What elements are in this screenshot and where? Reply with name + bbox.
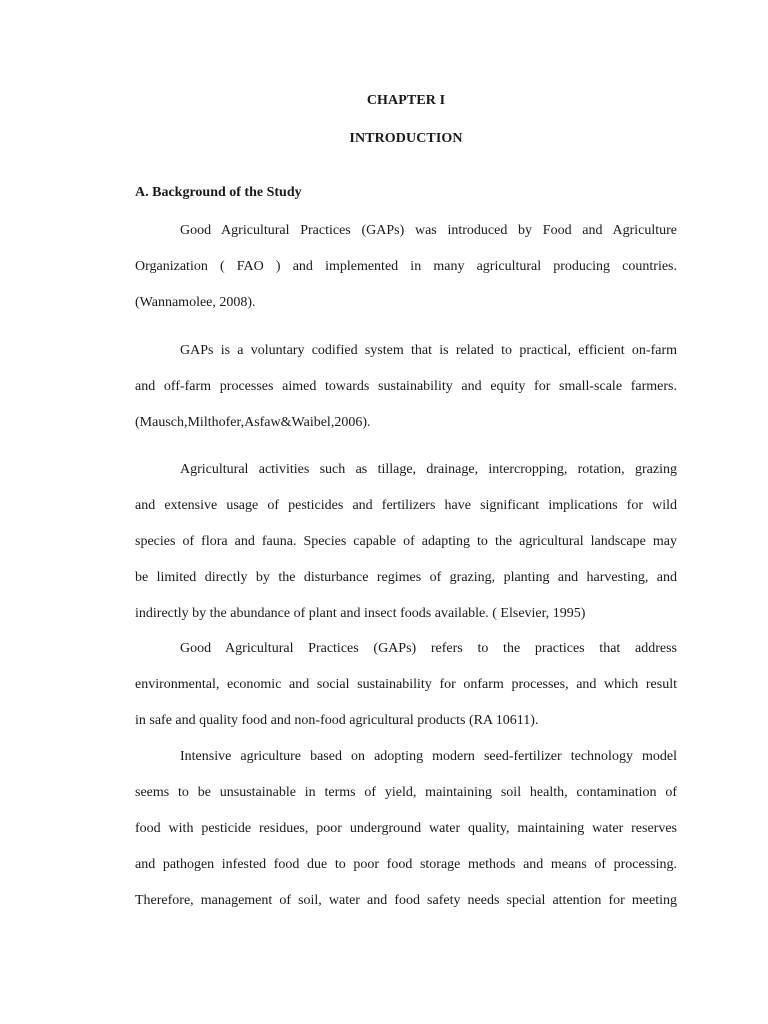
paragraph-line: (Wannamolee, 2008). — [135, 295, 256, 310]
paragraph-line: Intensive agriculture based on adopting modern seed-fertilizer technology model — [180, 749, 677, 764]
chapter-title: INTRODUCTION — [349, 131, 463, 146]
chapter-heading: CHAPTER I — [366, 93, 446, 108]
section-heading: A. Background of the Study — [135, 185, 302, 200]
paragraph-line: Good Agricultural Practices (GAPs) refers to the practices that address — [180, 641, 677, 656]
paragraph-line: Good Agricultural Practices (GAPs) was introduced by Food and Agriculture — [180, 223, 677, 238]
paragraph-line: and off-farm processes aimed towards sustainability and equity for small-scale farmers. — [135, 379, 677, 394]
paragraph-line: seems to be unsustainable in terms of yield, maintaining soil health, contamination of — [135, 785, 677, 800]
paragraph-3 — [135, 461, 677, 641]
paragraph-line: be limited directly by the disturbance regimes of grazing, planting and harvesting, and — [135, 570, 677, 585]
paragraph-2 — [135, 342, 677, 450]
paragraph-line: food with pesticide residues, poor underground water quality, maintaining water reserves — [135, 821, 677, 836]
paragraph-5 — [135, 748, 677, 928]
paragraph-line: and extensive usage of pesticides and fertilizers have significant implications for wild — [135, 498, 677, 513]
paragraph-line: Therefore, management of soil, water and food safety needs special attention for meeting — [135, 893, 677, 908]
paragraph-line: in safe and quality food and non-food agricultural products (RA 10611). — [135, 713, 539, 728]
paragraph-1 — [135, 222, 677, 330]
paragraph-line: Organization ( FAO ) and implemented in many agricultural producing countries. — [135, 259, 677, 274]
paragraph-line: (Mausch,Milthofer,Asfaw&Waibel,2006). — [135, 415, 371, 430]
paragraph-line: GAPs is a voluntary codified system that is related to practical, efficient on-farm — [180, 343, 677, 358]
paragraph-4 — [135, 640, 677, 748]
paragraph-line: indirectly by the abundance of plant and insect foods available. ( Elsevier, 1995) — [135, 606, 586, 621]
paragraph-line: environmental, economic and social sustainability for onfarm processes, and which result — [135, 677, 677, 692]
paragraph-line: Agricultural activities such as tillage, drainage, intercropping, rotation, grazing — [180, 462, 677, 477]
paragraph-line: species of flora and fauna. Species capable of adapting to the agricultural landscape may — [135, 534, 677, 549]
paragraph-line: and pathogen infested food due to poor food storage methods and means of processing. — [135, 857, 677, 872]
